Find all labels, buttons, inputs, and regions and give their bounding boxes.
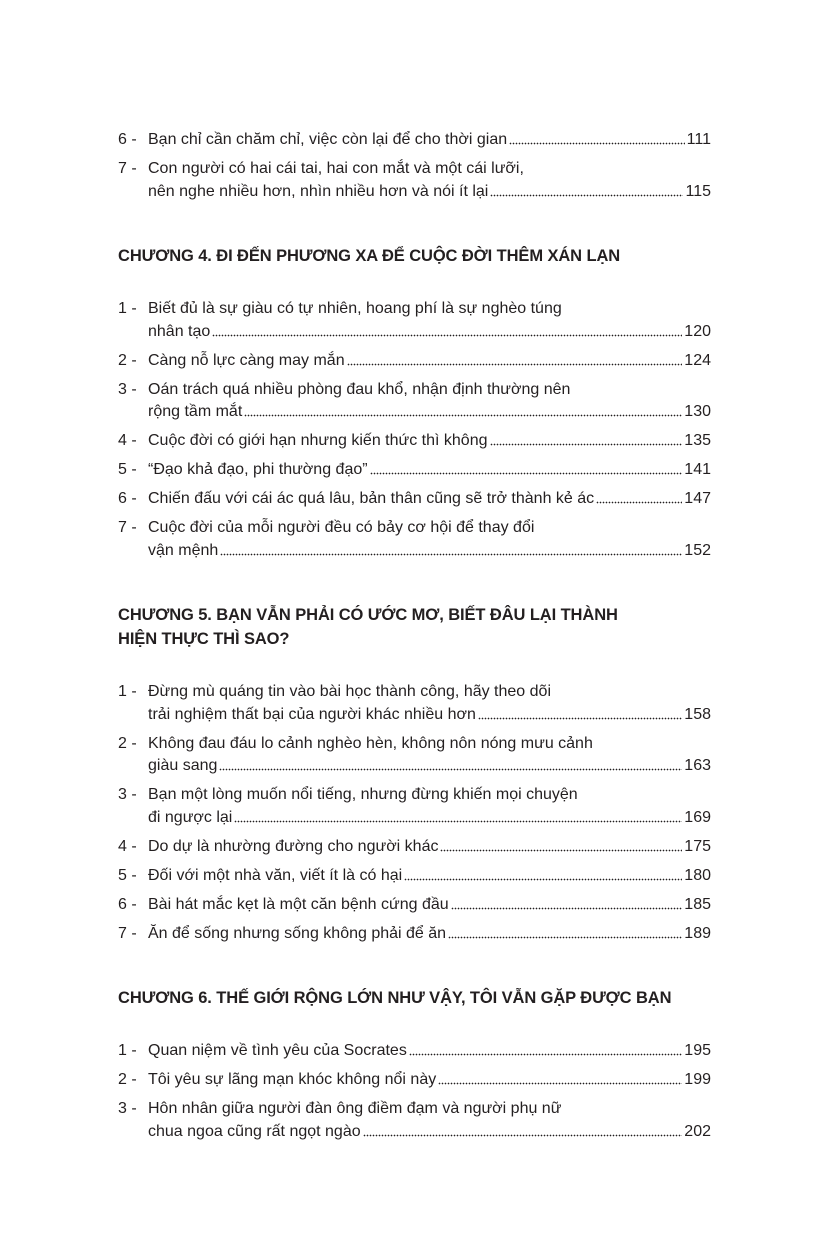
page-number: 202 (684, 1122, 711, 1140)
entry-title-line: Ăn để sống nhưng sống không phải để ăn (148, 924, 447, 942)
page-number: 130 (684, 403, 711, 420)
entry-body (148, 784, 711, 829)
entry-number: 1 - (118, 683, 137, 700)
entry-number: 7 - (118, 160, 137, 177)
entry-number: 4 - (118, 432, 137, 449)
toc-entry[interactable] (118, 1069, 711, 1092)
entry-title-line: Cuộc đời có giới hạn nhưng kiến thức thì không (148, 432, 488, 449)
entry-title-line: Không đau đáu lo cảnh nghèo hèn, không nôn nóng mưu cảnh (148, 734, 593, 752)
entry-last-line (148, 1121, 711, 1144)
page-number: 189 (684, 924, 711, 942)
page-number: 199 (684, 1071, 711, 1088)
dot-leader (490, 193, 683, 197)
entry-title-line: vận mệnh (148, 541, 219, 559)
entry-number: 3 - (118, 1100, 137, 1117)
entry-number: 3 - (118, 380, 137, 398)
entry-body (148, 129, 711, 152)
toc-entry[interactable] (118, 298, 711, 343)
entry-body (148, 379, 711, 424)
toc-entry[interactable] (118, 459, 711, 482)
entry-last-line (148, 129, 711, 152)
entry-title-line: Đối với một nhà văn, viết ít là có hại (148, 866, 403, 884)
page-number: 141 (684, 461, 711, 478)
toc-entry[interactable] (118, 488, 711, 511)
chapter-heading-line: CHƯƠNG 5. BẠN VẪN PHẢI CÓ ƯỚC MƠ, BIẾT ĐÂU LẠI THÀNH (118, 606, 618, 624)
dot-leader (448, 935, 682, 939)
entry-number: 2 - (118, 1071, 137, 1088)
entry-body (148, 865, 711, 888)
entry-number: 4 - (118, 837, 137, 855)
toc-entry[interactable] (118, 379, 711, 424)
entry-last-line (148, 1069, 711, 1092)
dot-leader (347, 362, 683, 366)
toc-entry[interactable] (118, 517, 711, 562)
dot-leader (404, 877, 682, 881)
entry-body (148, 298, 711, 343)
entry-number: 2 - (118, 734, 137, 752)
toc-entry[interactable] (118, 923, 711, 946)
chapter-heading-line: CHƯƠNG 6. THẾ GIỚI RỘNG LỚN NHƯ VẬY, TÔI VẪN GẶP ĐƯỢC BẠN (118, 989, 672, 1007)
entry-title-line: Oán trách quá nhiều phòng đau khổ, nhận định thường nên (148, 380, 571, 398)
entry-body (148, 923, 711, 946)
entry-body (148, 733, 711, 778)
dot-leader (370, 472, 683, 476)
entry-number: 5 - (118, 866, 137, 884)
dot-leader (409, 1053, 682, 1057)
toc-entry[interactable] (118, 430, 711, 453)
entry-number: 6 - (118, 490, 137, 507)
entry-title-line: đi ngược lại (148, 808, 233, 826)
dot-leader (234, 819, 682, 823)
dot-leader (596, 501, 682, 505)
dot-leader (490, 443, 683, 447)
dot-leader (212, 333, 682, 337)
page-number: 158 (684, 705, 711, 723)
entry-number: 5 - (118, 461, 137, 478)
entry-number: 1 - (118, 300, 137, 317)
dot-leader (438, 1082, 682, 1086)
toc-entry[interactable] (118, 350, 711, 373)
entry-number: 2 - (118, 351, 137, 369)
entry-body (148, 430, 711, 453)
entry-title-line: chua ngoa cũng rất ngọt ngào (148, 1122, 361, 1140)
entry-title-line: Biết đủ là sự giàu có tự nhiên, hoang phí là sự nghèo túng (148, 300, 562, 317)
dot-leader (219, 768, 682, 772)
entry-body (148, 459, 711, 482)
entry-body (148, 894, 711, 917)
entry-title-line: trải nghiệm thất bại của người khác nhiều hơn (148, 705, 476, 723)
chapter-heading-line: HIỆN THỰC THÌ SAO? (118, 630, 290, 648)
entry-last-line (148, 540, 711, 563)
entry-title-line: Do dự là nhường đường cho người khác (148, 837, 439, 855)
page-number: 135 (684, 432, 711, 449)
entry-last-line (148, 181, 711, 204)
page-number: 152 (684, 541, 711, 559)
entry-title-line: Bạn một lòng muốn nổi tiếng, nhưng đừng khiến mọi chuyện (148, 786, 578, 803)
toc-section (118, 129, 711, 203)
page-number: 111 (686, 131, 711, 148)
page-number: 147 (684, 490, 711, 507)
entry-title-line: Con người có hai cái tai, hai con mắt và một cái lưỡi, (148, 160, 524, 177)
entry-number: 6 - (118, 131, 137, 148)
entry-title-line: giàu sang (148, 757, 218, 774)
dot-leader (220, 552, 682, 556)
entry-title-line: rộng tầm mắt (148, 403, 243, 420)
dot-leader (478, 716, 682, 720)
toc-entry[interactable] (118, 784, 711, 829)
page-number: 175 (684, 837, 711, 855)
entry-title-line: Cuộc đời của mỗi người đều có bảy cơ hội để thay đổi (148, 519, 535, 536)
entry-title-line: Bạn chỉ cần chăm chỉ, việc còn lại để cho thời gian (148, 131, 508, 148)
entry-body (148, 1040, 711, 1063)
toc-section (118, 986, 711, 1143)
entry-number: 1 - (118, 1042, 137, 1059)
toc-entry[interactable] (118, 129, 711, 152)
entry-number: 7 - (118, 924, 137, 942)
entry-last-line (148, 865, 711, 888)
toc-entry[interactable] (118, 733, 711, 778)
entry-title-line: Chiến đấu với cái ác quá lâu, bản thân cũng sẽ trở thành kẻ ác (148, 490, 595, 507)
toc-entry[interactable] (118, 865, 711, 888)
entry-body (148, 488, 711, 511)
toc-entry[interactable] (118, 894, 711, 917)
entry-body (148, 350, 711, 373)
page-number: 180 (684, 866, 711, 884)
dot-leader (451, 906, 683, 910)
dot-leader (244, 414, 682, 418)
toc-section (118, 244, 711, 562)
toc-entry[interactable] (118, 1098, 711, 1143)
entry-number: 6 - (118, 895, 137, 913)
entry-last-line (148, 923, 711, 946)
entry-last-line (148, 459, 711, 482)
entry-title-line: nên nghe nhiều hơn, nhìn nhiều hơn và nói ít lại (148, 182, 489, 200)
toc-section (118, 603, 711, 945)
toc-entry[interactable] (118, 836, 711, 859)
chapter-heading (118, 603, 711, 651)
entry-last-line (148, 321, 711, 344)
entry-body (148, 158, 711, 203)
page-number: 124 (684, 351, 711, 369)
entry-title-line: Bài hát mắc kẹt là một căn bệnh cứng đầu (148, 895, 449, 913)
dot-leader (363, 1133, 683, 1137)
page-number: 115 (685, 182, 711, 200)
entry-title-line: “Đạo khả đạo, phi thường đạo” (148, 461, 368, 478)
page-number: 185 (684, 895, 711, 913)
entry-title-line: Đừng mù quáng tin vào bài học thành công, hãy theo dõi (148, 683, 551, 700)
page-number: 163 (684, 757, 711, 774)
entry-number: 7 - (118, 519, 137, 536)
entry-last-line (148, 401, 711, 424)
entry-last-line (148, 836, 711, 859)
entry-title-line: Tôi yêu sự lãng mạn khóc không nổi này (148, 1071, 437, 1088)
entry-title-line: Càng nỗ lực càng may mắn (148, 351, 345, 369)
table-of-contents (118, 129, 711, 1150)
entry-body (148, 517, 711, 562)
page-number: 195 (684, 1042, 711, 1059)
toc-entry[interactable] (118, 158, 711, 203)
entry-last-line (148, 755, 711, 778)
entry-last-line (148, 704, 711, 727)
page-number: 169 (684, 808, 711, 826)
entry-body (148, 836, 711, 859)
entry-body (148, 681, 711, 726)
entry-last-line (148, 1040, 711, 1063)
page-number: 120 (684, 322, 711, 340)
entry-title-line: nhân tạo (148, 322, 211, 340)
entry-last-line (148, 894, 711, 917)
chapter-heading-line: CHƯƠNG 4. ĐI ĐẾN PHƯƠNG XA ĐỂ CUỘC ĐỜI THÊM XÁN LẠN (118, 247, 621, 265)
entry-last-line (148, 350, 711, 373)
chapter-heading (118, 244, 711, 268)
entry-number: 3 - (118, 786, 137, 803)
toc-entry[interactable] (118, 1040, 711, 1063)
entry-title-line: Hôn nhân giữa người đàn ông điềm đạm và người phụ nữ (148, 1100, 562, 1117)
entry-body (148, 1069, 711, 1092)
entry-title-line: Quan niệm về tình yêu của Socrates (148, 1042, 407, 1059)
toc-entry[interactable] (118, 681, 711, 726)
entry-last-line (148, 807, 711, 830)
dot-leader (440, 848, 682, 852)
entry-last-line (148, 488, 711, 511)
entry-last-line (148, 430, 711, 453)
dot-leader (509, 142, 685, 146)
chapter-heading (118, 986, 711, 1010)
entry-body (148, 1098, 711, 1143)
